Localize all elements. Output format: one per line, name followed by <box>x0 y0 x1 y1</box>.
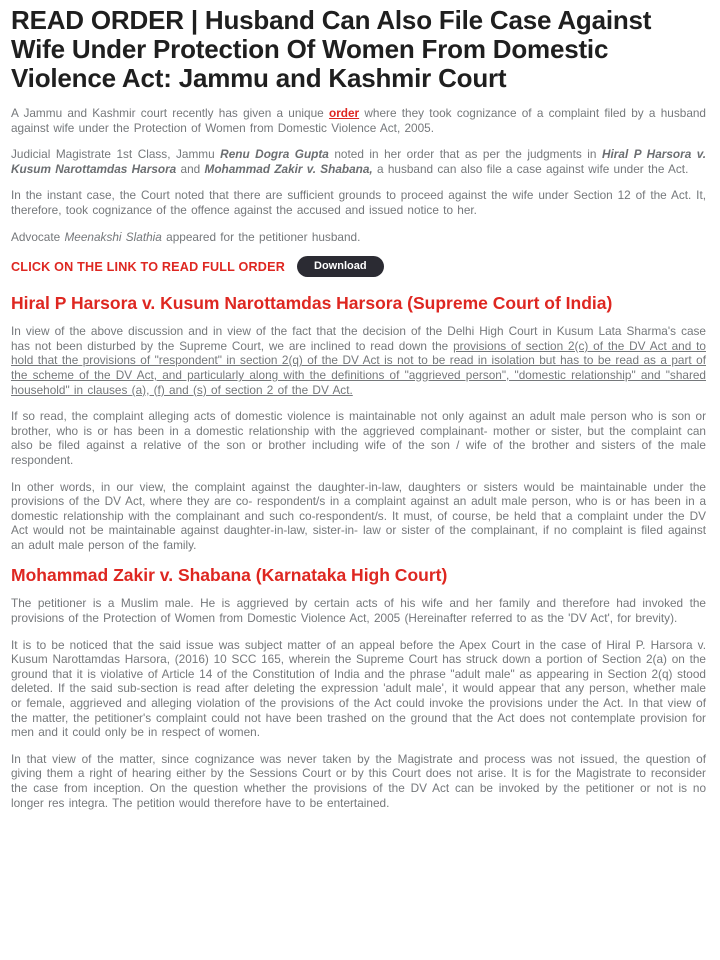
intro-p4-text-1: Advocate <box>11 229 65 244</box>
download-button[interactable]: Download <box>297 256 384 277</box>
intro-p4-text-2: appeared for the petitioner husband. <box>161 229 361 244</box>
judge-name: Renu Dogra Gupta <box>220 147 329 162</box>
intro-paragraph-4 <box>11 230 706 245</box>
order-link[interactable]: order <box>328 106 360 120</box>
zakir-paragraph-2: It is to be noticed that the said issue was subject matter of an appeal before the Apex Court in the case of Hiral P. Harsora v. Kusum Narottamdas Harsora, (2016) 10 SCC 165, wherein the Supreme Court has struck down a portion of Section 2(a) on the ground that it is violative of Article 14 of the Constitution of India and the phrase "adult male" as appearing in Section 2(q) stood deleted. If the said sub-section is read after deleting the expression 'adult male', it would appear that any person, whether male or female, aggrieved and alleging violation of the provisions of the Act could invoke the provisions under the Act. In that view of the matter, the petitioner's complaint could not have been trashed on the ground that the Act does not contemplate provision for men and it could only be in respect of women. <box>11 637 706 740</box>
intro-p2-text-2: noted in her order that as per the judgments in <box>328 147 602 162</box>
intro-p2-text-3: and <box>176 161 205 176</box>
section-heading-zakir: Mohammad Zakir v. Shabana (Karnataka High Court) <box>11 565 448 586</box>
cta-label: CLICK ON THE LINK TO READ FULL ORDER <box>11 259 285 274</box>
harsora-p1-underlined: provisions of section 2(c) of the DV Act and to hold that the provisions of "respondent" in section 2(q) of the DV Act is not to be read in isolation but has to be read as a part of the scheme of the DV Act, and particularly along with the definitions of "aggrieved person", "domestic relationship" and "shared household" in clauses (a), (f) and (s) of section 2 of the DV Act. <box>11 338 706 397</box>
harsora-p1-normal: In view of the above discussion and in view of the fact that the decision of the Delhi High Court in Kusum Lata Sharma's case has not been disturbed by the Supreme Court, we are inclined to read down the <box>11 324 706 353</box>
harsora-paragraph-1 <box>11 324 706 397</box>
intro-p2-text-4: a husband can also file a case against wife under the Act. <box>372 161 689 176</box>
intro-p2-text-1: Judicial Magistrate 1st Class, Jammu <box>11 147 221 162</box>
intro-paragraph-1 <box>11 106 706 135</box>
harsora-paragraph-3: In other words, in our view, the complaint against the daughter-in-law, daughters or sisters would be maintainable under the provisions of the DV Act, where they are co- respondent/s in a complaint against an adult male person, who is or has been in a domestic relationship with the complainant and such co-respondent/s. It must, of course, be held that a complaint under the DV Act would not be maintainable against daughter-in-law, sister-in- law or sister of the complainant, if no complaint is filed against an adult male person of the family. <box>11 479 706 552</box>
case-citation-1: Hiral P Harsora v. Kusum Narottamdas Harsora <box>11 147 706 176</box>
intro-paragraph-2 <box>11 147 706 176</box>
article-headline: READ ORDER | Husband Can Also File Case Against Wife Under Protection Of Women From Domestic Violence Act: Jammu and Kashmir Court <box>11 5 652 93</box>
read-order-cta <box>11 256 706 277</box>
harsora-paragraph-2: If so read, the complaint alleging acts of domestic violence is maintainable not only against an adult male person who is son or brother, who is or has been in a domestic relationship with the aggrieved complainant- mother or sister, but the complaint can also be filed against a relative of the son or brother including wife of the son / wife of the brother and sisters of the male respondent. <box>11 409 706 467</box>
intro-paragraph-3: In the instant case, the Court noted that there are sufficient grounds to proceed against the wife under Section 12 of the Act. It, therefore, took cognizance of the offence against the accused and issued notice to her. <box>11 188 706 217</box>
intro-p1-text-before: A Jammu and Kashmir court recently has given a unique <box>11 106 329 120</box>
intro-p1-text-after: where they took cognizance of a complaint filed by a husband against wife under the Protection of Women from Domestic Violence Act, 2005. <box>11 106 706 135</box>
advocate-name: Meenakshi Slathia <box>64 229 162 244</box>
zakir-paragraph-1: The petitioner is a Muslim male. He is aggrieved by certain acts of his wife and her family and therefore had invoked the provisions of the Protection of Women from Domestic Violence Act, 2005 (Hereinafter referred to as the 'DV Act', for brevity). <box>11 596 706 626</box>
section-heading-harsora: Hiral P Harsora v. Kusum Narottamdas Harsora (Supreme Court of India) <box>11 293 613 314</box>
case-citation-2: Mohammad Zakir v. Shabana, <box>204 161 373 176</box>
zakir-paragraph-3: In that view of the matter, since cognizance was never taken by the Magistrate and process was not issued, the question of giving them a right of hearing either by the Sessions Court or by this Court does not arise. It is for the Magistrate to reconsider the case from inception. On the question whether the provisions of the DV Act can be invoked by the petitioner or not is no longer res integra. The petition would therefore have to be entertained. <box>11 751 706 810</box>
